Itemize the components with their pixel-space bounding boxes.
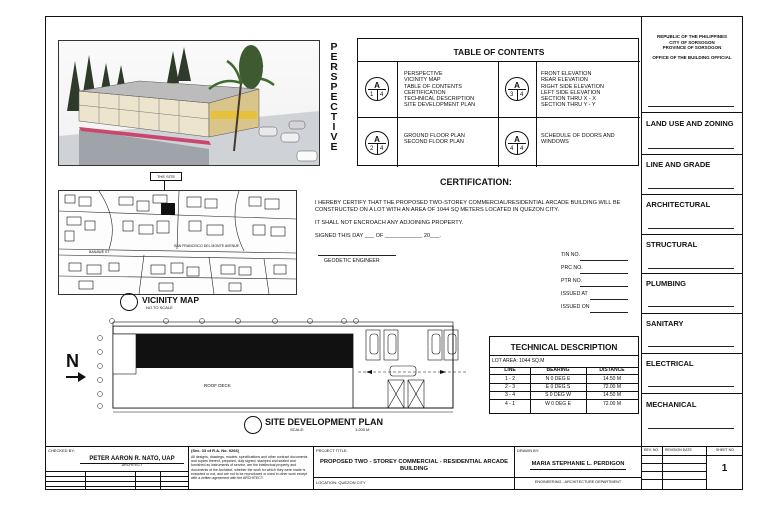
toc-sheet-bubble: A 3 4: [505, 77, 529, 101]
certification-text: CONSTRUCTED ON A LOT WITH AN AREA OF 1044 SQ METERS LOCATED IN QUEZON CITY.: [315, 207, 559, 213]
signature-line: [648, 268, 734, 269]
legal-notice: All designs, drawings, models, specifications and other contract documents and copies thereof, prepared, duly signed, stamped and sealed and furnished as instruments of service, are the intellectual property and documents of the Architect, whether the work for which they were made is executed or not, and are not to be reproduced or used in other work except with a written agreement with the ARCHITECT.: [191, 455, 308, 481]
table-cell: 14.50 M: [602, 392, 622, 398]
perspective-letter: E: [330, 51, 338, 63]
road-label: BANAWE ST: [89, 250, 110, 254]
checker-name: PETER AARON R. NATO, UAP: [89, 456, 175, 462]
signature-line: [648, 386, 734, 387]
geodetic-engineer-label: GEODETIC ENGINEER: [324, 258, 380, 264]
prc-field-label: PRC NO.: [561, 265, 583, 271]
site-plan-scale-value: 1:200 M: [355, 427, 370, 432]
engineer-signature-line: [318, 255, 396, 256]
technical-description-table: [489, 336, 639, 414]
site-plan-title: SITE DEVELOPMENT PLAN: [265, 417, 384, 427]
roof-deck-label: ROOF DECK: [204, 383, 231, 388]
right-column-divider: [641, 16, 642, 446]
technical-title: TECHNICAL DESCRIPTION: [510, 342, 618, 352]
col-header: LINE: [504, 367, 516, 373]
perspective-letter: C: [330, 101, 338, 113]
office-header: REPUBLIC OF THE PHILIPPINES CITY OF SORSOGON PROVINCE OF SORSOGON OFFICE OF THE BUILDING OFFICIAL: [652, 34, 732, 60]
vicinity-map-title: VICINITY MAP: [142, 295, 199, 305]
north-arrow-icon: [64, 370, 88, 384]
table-cell: E 0 DEG S: [545, 384, 571, 390]
signature-line: [648, 188, 734, 189]
legal-heading: (Sec. 33 of R.A. No. 9266): [191, 448, 240, 453]
toc-list: PERSPECTIVE VICINITY MAP TABLE OF CONTENTS CERTIFICATION TECHNICAL DESCRIPTION SITE DEVELOPMENT PLAN: [404, 71, 476, 109]
perspective-letter: P: [330, 41, 338, 53]
title-block-divider: [45, 446, 743, 447]
perspective-illustration: [59, 41, 319, 165]
signature-line: [648, 428, 734, 429]
toc-list: GROUND FLOOR PLAN SECOND FLOOR PLAN: [404, 133, 465, 146]
tin-field-label: TIN NO.: [561, 252, 581, 258]
table-cell: 2 - 3: [504, 384, 515, 390]
issued-on-field-label: ISSUED ON: [561, 304, 590, 310]
signature-line: [648, 106, 734, 107]
sheet-no-label: SHEET NO.: [716, 448, 735, 452]
project-title: BUILDING: [399, 466, 429, 472]
toc-sheet-bubble: A 1 4: [365, 77, 389, 101]
vicinity-map-drawing: [59, 191, 296, 294]
checked-by-label: CHECKED BY:: [48, 448, 75, 453]
table-cell: 1 - 2: [504, 376, 515, 382]
plumbing-label: PLUMBING: [646, 279, 686, 288]
signature-line: [648, 228, 734, 229]
perspective-letter: V: [330, 131, 338, 143]
electrical-label: ELECTRICAL: [646, 359, 694, 368]
toc-list: SCHEDULE OF DOORS AND WINDOWS: [541, 133, 615, 146]
sheet-number: 1: [721, 463, 728, 474]
perspective-letter: R: [330, 61, 338, 73]
architectural-label: ARCHITECTURAL: [646, 200, 711, 209]
perspective-vertical-label: [326, 42, 342, 152]
vicinity-scale: NO TO SCALE: [146, 305, 173, 310]
land-use-zoning-label: LAND USE AND ZONING: [646, 119, 734, 128]
perspective-letter: S: [330, 71, 338, 83]
signature-line: [648, 148, 734, 149]
table-cell: 4 - 1: [504, 401, 515, 407]
sanitary-label: SANITARY: [646, 319, 684, 328]
project-title-label: PROJECT TITLE:: [316, 448, 348, 453]
mechanical-label: MECHANICAL: [646, 400, 697, 409]
certification-signed-line: SIGNED THIS DAY ___ OF ____________ 20___.: [315, 233, 441, 239]
toc-sheet-bubble: A 2 4: [365, 131, 389, 155]
site-tag: THE SITE: [150, 172, 182, 181]
project-title: PROPOSED TWO - STOREY COMMERCIAL - RESIDENTIAL ARCADE: [319, 459, 509, 465]
site-development-plan: [88, 318, 488, 416]
site-plan-bubble: [244, 416, 262, 434]
vicinity-map: [58, 190, 297, 295]
table-cell: W 0 DEG E: [545, 401, 571, 407]
perspective-letter: T: [330, 111, 338, 123]
table-cell: 14.50 M: [602, 376, 622, 382]
perspective-letter: E: [330, 141, 338, 153]
table-of-contents: [357, 38, 639, 166]
line-grade-label: LINE AND GRADE: [646, 160, 711, 169]
table-cell: 72.00 M: [602, 384, 622, 390]
toc-list: FRONT ELEVATION REAR ELEVATION RIGHT SIDE ELEVATION LEFT SIDE ELEVATION SECTION THRU X - X SECTION THRU Y - Y: [541, 71, 604, 109]
issued-at-field-label: ISSUED AT: [561, 291, 588, 297]
department: ENGINEERING - ARCHITECTURE DEPARTMENT: [534, 480, 622, 484]
toc-sheet-bubble: A 4 4: [505, 131, 529, 155]
rev-date-label: REVISION DATE: [665, 448, 692, 452]
drawer-name: MARIA STEPHANIE L. PERDIGON: [531, 461, 625, 467]
site-plan-scale-label: SCALE:: [290, 427, 305, 432]
signature-line: [648, 346, 734, 347]
structural-label: STRUCTURAL: [646, 240, 698, 249]
perspective-letter: P: [330, 81, 338, 93]
rev-no-label: REV. NO.: [644, 448, 660, 452]
lot-area: LOT AREA: 1044 SQ.M: [492, 358, 545, 364]
table-cell: 72.00 M: [602, 401, 622, 407]
ptr-field-label: PTR NO.: [561, 278, 583, 284]
perspective-letter: I: [332, 121, 336, 133]
drawn-by-label: DRAWN BY:: [517, 448, 540, 453]
perspective-render: [58, 40, 320, 166]
road-label: SAN FRANCISCO DEL MONTE AVENUE: [174, 244, 239, 248]
toc-title: TABLE OF CONTENTS: [453, 47, 545, 57]
certification-title: CERTIFICATION:: [440, 177, 512, 187]
table-cell: 3 - 4: [504, 392, 515, 398]
certification-text: I HEREBY CERTIFY THAT THE PROPOSED TWO-STOREY COMMERCIAL/RESIDENTIAL ARCADE BUILDING WILL BE: [315, 200, 621, 206]
site-plan-drawing: [88, 318, 488, 416]
perspective-letter: E: [330, 91, 338, 103]
col-header: BEARING: [546, 367, 570, 373]
table-cell: S 0 DEG W: [545, 392, 571, 398]
col-header: DISTANCE: [599, 367, 625, 373]
north-label: N: [66, 351, 79, 371]
project-location: LOCATION: QUEZON CITY: [316, 480, 366, 485]
table-cell: N 0 DEG E: [545, 376, 571, 382]
vicinity-map-bubble: [120, 293, 138, 311]
checker-role: ARCHITECT: [121, 463, 143, 467]
certification-text: IT SHALL NOT ENCROACH ANY ADJOINING PROPERTY.: [315, 220, 464, 226]
signature-line: [648, 306, 734, 307]
